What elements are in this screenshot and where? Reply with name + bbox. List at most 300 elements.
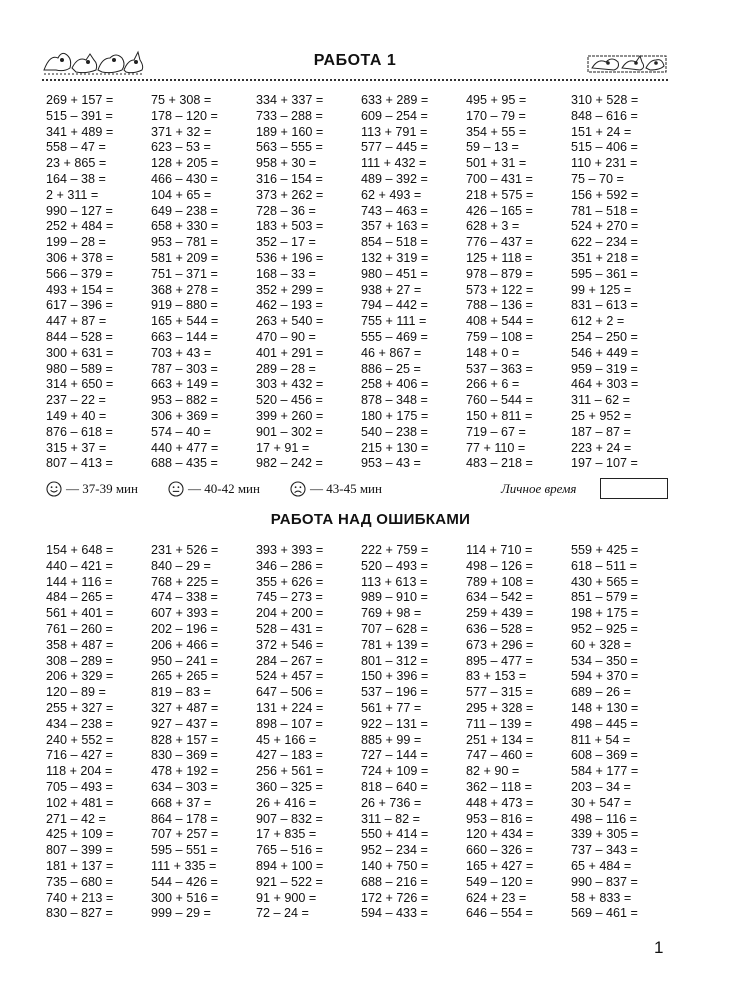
exercise-cell: 218 + 575 = <box>466 187 534 202</box>
exercise-cell: 728 – 36 = <box>256 203 316 218</box>
exercise-cell: 727 – 144 = <box>361 748 428 763</box>
exercise-cell: 474 – 338 = <box>151 590 218 605</box>
exercise-cell: 594 – 433 = <box>361 906 428 921</box>
exercise-cell: 258 + 406 = <box>361 377 429 392</box>
exercise-cell: 310 + 528 = <box>571 93 639 107</box>
exercise-cell: 577 – 445 = <box>361 140 428 155</box>
frowning-face-icon <box>290 481 306 497</box>
exercise-cell: 102 + 481 = <box>46 795 114 810</box>
exercise-cell: 113 + 791 = <box>361 124 428 139</box>
exercise-cell: 45 + 166 = <box>256 732 317 747</box>
exercise-cell: 203 – 34 = <box>571 779 631 794</box>
exercise-cell: 703 + 43 = <box>151 345 212 360</box>
exercise-cell: 371 + 32 = <box>151 124 212 139</box>
exercise-cell: 373 + 262 = <box>256 187 324 202</box>
exercise-cell: 131 + 224 = <box>256 700 324 715</box>
exercise-cell: 705 – 493 = <box>46 779 113 794</box>
exercise-cell: 577 – 315 = <box>466 685 533 700</box>
exercise-cell: 265 + 265 = <box>151 669 219 684</box>
exercise-cell: 864 – 178 = <box>151 811 218 826</box>
exercise-cell: 30 + 547 = <box>571 795 632 810</box>
exercise-cell: 520 – 493 = <box>361 558 428 573</box>
exercise-cell: 165 + 427 = <box>466 858 534 873</box>
page-title: РАБОТА 1 <box>313 52 397 69</box>
exercise-cell: 148 + 130 = <box>571 700 639 715</box>
exercise-cell: 830 – 827 = <box>46 906 113 921</box>
exercise-cell: 707 + 257 = <box>151 827 219 842</box>
exercise-cell: 628 + 3 = <box>466 219 520 234</box>
exercise-cell: 426 – 165 = <box>466 203 533 218</box>
exercise-cell: 550 + 414 = <box>361 827 429 842</box>
exercise-cell: 498 – 116 = <box>571 811 637 826</box>
exercise-cell: 959 – 319 = <box>571 361 638 376</box>
exercise-cell: 466 – 430 = <box>151 171 218 186</box>
exercise-cell: 658 + 330 = <box>151 219 219 234</box>
exercise-cell: 165 + 544 = <box>151 314 219 329</box>
exercise-cell: 759 – 108 = <box>466 329 533 344</box>
exercise-cell: 430 + 565 = <box>571 574 639 589</box>
exercise-cell: 609 – 254 = <box>361 108 428 123</box>
exercise-cell: 306 + 378 = <box>46 250 114 265</box>
timing-bad-label: — 43-45 мин <box>310 481 382 496</box>
exercise-cell: 831 – 613 = <box>571 298 638 313</box>
exercise-cell: 206 + 329 = <box>46 669 114 684</box>
exercise-cell: 573 + 122 = <box>466 282 534 297</box>
exercise-cell: 612 + 2 = <box>571 314 625 329</box>
exercise-cell: 760 – 544 = <box>466 393 533 408</box>
exercise-cell: 765 – 516 = <box>256 843 323 858</box>
exercise-cell: 751 – 371 = <box>151 266 218 281</box>
animals-decoration-right-icon <box>586 46 668 76</box>
exercise-cell: 120 + 434 = <box>466 827 534 842</box>
header-dotted-divider <box>42 79 668 81</box>
exercise-cell: 776 – 437 = <box>466 235 533 250</box>
exercise-cell: 569 – 461 = <box>571 906 638 921</box>
exercise-cell: 110 + 231 = <box>571 156 638 171</box>
exercise-cell: 818 – 640 = <box>361 779 428 794</box>
exercise-cell: 187 – 87 = <box>571 424 631 439</box>
exercise-cell: 334 + 337 = <box>256 93 324 107</box>
exercise-cell: 150 + 811 = <box>466 408 533 423</box>
exercise-cell: 498 – 445 = <box>571 716 638 731</box>
exercise-cell: 574 – 40 = <box>151 424 211 439</box>
exercise-cell: 623 – 53 = <box>151 140 211 155</box>
exercise-cell: 316 – 154 = <box>256 171 323 186</box>
exercise-cell: 440 + 477 = <box>151 440 219 455</box>
exercise-cell: 840 – 29 = <box>151 558 211 573</box>
exercise-cell: 980 – 589 = <box>46 361 113 376</box>
exercise-cell: 303 + 432 = <box>256 377 324 392</box>
exercise-cell: 958 + 30 = <box>256 156 317 171</box>
exercise-cell: 595 – 361 = <box>571 266 638 281</box>
page-header <box>42 40 668 80</box>
exercise-cell: 128 + 205 = <box>151 156 219 171</box>
work1-exercise-grid <box>46 93 676 472</box>
exercise-cell: 254 – 250 = <box>571 329 638 344</box>
exercise-cell: 660 – 326 = <box>466 843 533 858</box>
exercise-cell: 26 + 736 = <box>361 795 422 810</box>
exercise-cell: 989 – 910 = <box>361 590 428 605</box>
exercise-cell: 113 + 613 = <box>361 574 428 589</box>
exercise-cell: 668 + 37 = <box>151 795 212 810</box>
exercise-cell: 25 + 952 = <box>571 408 632 423</box>
exercise-cell: 368 + 278 = <box>151 282 219 297</box>
exercise-cell: 156 + 592 = <box>571 187 639 202</box>
exercise-cell: 922 – 131 = <box>361 716 428 731</box>
exercise-cell: 440 – 421 = <box>46 558 113 573</box>
exercise-cell: 140 + 750 = <box>361 858 429 873</box>
exercise-cell: 204 + 200 = <box>256 606 324 621</box>
exercise-cell: 549 – 120 = <box>466 874 533 889</box>
exercise-cell: 104 + 65 = <box>151 187 212 202</box>
exercise-cell: 151 + 24 = <box>571 124 632 139</box>
exercise-cell: 927 – 437 = <box>151 716 218 731</box>
exercise-cell: 358 + 487 = <box>46 637 114 652</box>
exercise-cell: 566 – 379 = <box>46 266 113 281</box>
work2-exercise-grid <box>46 543 676 922</box>
exercise-cell: 311 – 62 = <box>571 393 630 408</box>
exercise-cell: 125 + 118 = <box>466 250 533 265</box>
exercise-cell: 647 – 506 = <box>256 685 323 700</box>
exercise-cell: 251 + 134 = <box>466 732 534 747</box>
exercise-cell: 848 – 616 = <box>571 108 638 123</box>
exercise-cell: 801 – 312 = <box>361 653 428 668</box>
exercise-cell: 745 – 273 = <box>256 590 323 605</box>
exercise-cell: 495 + 95 = <box>466 93 527 107</box>
exercise-cell: 118 + 204 = <box>46 764 113 779</box>
exercise-cell: 515 – 391 = <box>46 108 113 123</box>
exercise-cell: 199 – 28 = <box>46 235 106 250</box>
exercise-cell: 999 – 29 = <box>151 906 211 921</box>
exercise-cell: 99 + 125 = <box>571 282 632 297</box>
exercise-cell: 308 – 289 = <box>46 653 113 668</box>
exercise-cell: 649 – 238 = <box>151 203 218 218</box>
exercise-cell: 617 – 396 = <box>46 298 113 313</box>
exercise-cell: 520 – 456 = <box>256 393 323 408</box>
exercise-cell: 180 + 175 = <box>361 408 429 423</box>
exercise-cell: 854 – 518 = <box>361 235 428 250</box>
exercise-cell: 761 – 260 = <box>46 621 113 636</box>
exercise-cell: 634 – 303 = <box>151 779 218 794</box>
exercise-cell: 311 – 82 = <box>361 811 420 826</box>
exercise-cell: 608 – 369 = <box>571 748 638 763</box>
exercise-cell: 787 – 303 = <box>151 361 218 376</box>
exercise-cell: 950 – 241 = <box>151 653 218 668</box>
exercise-cell: 315 + 37 = <box>46 440 107 455</box>
exercise-cell: 768 + 225 = <box>151 574 219 589</box>
exercise-cell: 170 – 79 = <box>466 108 526 123</box>
exercise-cell: 844 – 528 = <box>46 329 113 344</box>
exercise-cell: 769 + 98 = <box>361 606 422 621</box>
exercise-cell: 980 – 451 = <box>361 266 428 281</box>
exercise-cell: 223 + 24 = <box>571 440 632 455</box>
exercise-cell: 284 – 267 = <box>256 653 323 668</box>
exercise-cell: 595 – 551 = <box>151 843 218 858</box>
exercise-cell: 624 + 23 = <box>466 890 527 905</box>
exercise-cell: 876 – 618 = <box>46 424 113 439</box>
exercise-cell: 952 – 234 = <box>361 843 428 858</box>
exercise-cell: 673 + 296 = <box>466 637 534 652</box>
exercise-cell: 144 + 116 = <box>46 574 113 589</box>
exercise-cell: 755 + 111 = <box>361 314 427 329</box>
exercise-cell: 537 – 363 = <box>466 361 533 376</box>
exercise-cell: 781 + 139 = <box>361 637 429 652</box>
exercise-cell: 202 – 196 = <box>151 621 218 636</box>
exercise-cell: 898 – 107 = <box>256 716 323 731</box>
exercise-cell: 719 – 67 = <box>466 424 526 439</box>
exercise-cell: 91 + 900 = <box>256 890 317 905</box>
exercise-cell: 271 – 42 = <box>46 811 106 826</box>
exercise-cell: 901 – 302 = <box>256 424 323 439</box>
exercise-cell: 266 + 6 = <box>466 377 520 392</box>
exercise-cell: 178 – 120 = <box>151 108 218 123</box>
exercise-cell: 83 + 153 = <box>466 669 527 684</box>
errors-section-title: РАБОТА НАД ОШИБКАМИ <box>270 511 471 528</box>
exercise-cell: 789 + 108 = <box>466 574 534 589</box>
timing-neutral <box>168 481 260 497</box>
exercise-cell: 401 + 291 = <box>256 345 324 360</box>
exercise-cell: 990 – 837 = <box>571 874 638 889</box>
exercise-cell: 447 + 87 = <box>46 314 107 329</box>
exercise-cell: 464 + 303 = <box>571 377 639 392</box>
exercise-cell: 501 + 31 = <box>466 156 527 171</box>
exercise-cell: 819 – 83 = <box>151 685 211 700</box>
exercise-cell: 237 – 22 = <box>46 393 106 408</box>
exercise-cell: 781 – 518 = <box>571 203 638 218</box>
exercise-cell: 907 – 832 = <box>256 811 323 826</box>
exercise-cell: 352 + 299 = <box>256 282 324 297</box>
exercise-cell: 953 – 882 = <box>151 393 218 408</box>
exercise-cell: 618 – 511 = <box>571 558 637 573</box>
exercise-cell: 851 – 579 = <box>571 590 638 605</box>
personal-time-box[interactable] <box>600 478 668 499</box>
exercise-cell: 362 – 118 = <box>466 779 532 794</box>
exercise-cell: 82 + 90 = <box>466 764 520 779</box>
exercise-cell: 524 + 270 = <box>571 219 639 234</box>
exercise-cell: 111 + 335 = <box>151 858 217 873</box>
exercise-cell: 558 – 47 = <box>46 140 106 155</box>
exercise-cell: 700 – 431 = <box>466 171 533 186</box>
exercise-cell: 707 – 628 = <box>361 621 428 636</box>
exercise-cell: 953 – 816 = <box>466 811 533 826</box>
exercise-cell: 111 + 432 = <box>361 156 427 171</box>
exercise-cell: 584 + 177 = <box>571 764 639 779</box>
exercise-cell: 408 + 544 = <box>466 314 534 329</box>
exercise-cell: 393 + 393 = <box>256 543 324 557</box>
exercise-cell: 269 + 157 = <box>46 93 114 107</box>
exercise-cell: 448 + 473 = <box>466 795 534 810</box>
exercise-cell: 689 – 26 = <box>571 685 631 700</box>
exercise-cell: 240 + 552 = <box>46 732 114 747</box>
timing-good-label: — 37-39 мин <box>66 481 138 496</box>
exercise-cell: 58 + 833 = <box>571 890 632 905</box>
exercise-cell: 953 – 781 = <box>151 235 218 250</box>
exercise-cell: 607 + 393 = <box>151 606 219 621</box>
timing-bad <box>290 481 382 497</box>
timing-legend <box>46 478 676 502</box>
exercise-cell: 425 + 109 = <box>46 827 114 842</box>
exercise-cell: 355 + 626 = <box>256 574 324 589</box>
exercise-cell: 354 + 55 = <box>466 124 527 139</box>
exercise-cell: 894 + 100 = <box>256 858 324 873</box>
exercise-cell: 688 – 435 = <box>151 456 218 471</box>
exercise-cell: 952 – 925 = <box>571 621 638 636</box>
exercise-cell: 198 + 175 = <box>571 606 639 621</box>
exercise-cell: 788 – 136 = <box>466 298 533 313</box>
exercise-cell: 2 + 311 = <box>46 187 99 202</box>
exercise-cell: 559 + 425 = <box>571 543 639 557</box>
exercise-cell: 17 + 835 = <box>256 827 317 842</box>
timing-good <box>46 481 138 497</box>
exercise-cell: 537 – 196 = <box>361 685 428 700</box>
exercise-cell: 546 + 449 = <box>571 345 639 360</box>
exercise-cell: 483 – 218 = <box>466 456 533 471</box>
exercise-cell: 534 – 350 = <box>571 653 638 668</box>
exercise-cell: 581 + 209 = <box>151 250 219 265</box>
exercise-cell: 352 – 17 = <box>256 235 316 250</box>
exercise-cell: 327 + 487 = <box>151 700 219 715</box>
exercise-cell: 622 – 234 = <box>571 235 638 250</box>
exercise-cell: 663 – 144 = <box>151 329 218 344</box>
exercise-cell: 339 + 305 = <box>571 827 639 842</box>
exercise-cell: 357 + 163 = <box>361 219 429 234</box>
exercise-cell: 886 – 25 = <box>361 361 421 376</box>
exercise-cell: 921 – 522 = <box>256 874 323 889</box>
exercise-cell: 470 – 90 = <box>256 329 316 344</box>
exercise-cell: 633 + 289 = <box>361 93 429 107</box>
page-number: 1 <box>654 938 664 957</box>
exercise-cell: 735 – 680 = <box>46 874 113 889</box>
exercise-cell: 360 – 325 = <box>256 779 323 794</box>
exercise-cell: 498 – 126 = <box>466 558 533 573</box>
exercise-cell: 23 + 865 = <box>46 156 107 171</box>
exercise-cell: 17 + 91 = <box>256 440 310 455</box>
exercise-cell: 828 + 157 = <box>151 732 219 747</box>
exercise-cell: 895 – 477 = <box>466 653 533 668</box>
exercise-cell: 885 + 99 = <box>361 732 422 747</box>
exercise-cell: 561 + 401 = <box>46 606 114 621</box>
exercise-cell: 878 – 348 = <box>361 393 428 408</box>
exercise-cell: 743 – 463 = <box>361 203 428 218</box>
exercise-cell: 149 + 40 = <box>46 408 107 423</box>
exercise-cell: 938 + 27 = <box>361 282 422 297</box>
exercise-cell: 953 – 43 = <box>361 456 421 471</box>
exercise-cell: 346 – 286 = <box>256 558 323 573</box>
exercise-cell: 646 – 554 = <box>466 906 533 921</box>
exercise-cell: 737 – 343 = <box>571 843 638 858</box>
exercise-cell: 716 – 427 = <box>46 748 113 763</box>
exercise-cell: 982 – 242 = <box>256 456 323 471</box>
exercise-cell: 255 + 327 = <box>46 700 114 715</box>
exercise-cell: 399 + 260 = <box>256 408 324 423</box>
exercise-cell: 306 + 369 = <box>151 408 219 423</box>
exercise-cell: 427 – 183 = <box>256 748 323 763</box>
exercise-cell: 747 – 460 = <box>466 748 533 763</box>
exercise-cell: 990 – 127 = <box>46 203 113 218</box>
exercise-cell: 222 + 759 = <box>361 543 429 557</box>
personal-time-label: Личное время <box>501 481 577 496</box>
exercise-cell: 150 + 396 = <box>361 669 429 684</box>
exercise-cell: 740 + 213 = <box>46 890 114 905</box>
exercise-cell: 65 + 484 = <box>571 858 632 873</box>
exercise-cell: 60 + 328 = <box>571 637 632 652</box>
exercise-cell: 289 – 28 = <box>256 361 316 376</box>
smiling-face-icon <box>46 481 62 497</box>
exercise-cell: 172 + 726 = <box>361 890 429 905</box>
exercise-cell: 663 + 149 = <box>151 377 219 392</box>
exercise-cell: 807 – 413 = <box>46 456 113 471</box>
exercise-cell: 148 + 0 = <box>466 345 520 360</box>
exercise-cell: 206 + 466 = <box>151 637 219 652</box>
exercise-cell: 711 – 139 = <box>466 716 532 731</box>
exercise-cell: 77 + 110 = <box>466 440 526 455</box>
neutral-face-icon <box>168 481 184 497</box>
exercise-cell: 807 – 399 = <box>46 843 113 858</box>
exercise-cell: 114 + 710 = <box>466 543 533 557</box>
exercise-cell: 164 – 38 = <box>46 171 106 186</box>
exercise-cell: 724 + 109 = <box>361 764 429 779</box>
exercise-cell: 351 + 218 = <box>571 250 639 265</box>
exercise-cell: 26 + 416 = <box>256 795 317 810</box>
exercise-cell: 252 + 484 = <box>46 219 114 234</box>
exercise-cell: 372 + 546 = <box>256 637 324 652</box>
exercise-cell: 733 – 288 = <box>256 108 323 123</box>
exercise-cell: 794 – 442 = <box>361 298 428 313</box>
exercise-cell: 811 + 54 = <box>571 732 631 747</box>
exercise-cell: 259 + 439 = <box>466 606 534 621</box>
exercise-cell: 154 + 648 = <box>46 543 114 557</box>
exercise-cell: 75 + 308 = <box>151 93 212 107</box>
exercise-cell: 215 + 130 = <box>361 440 429 455</box>
exercise-cell: 636 – 528 = <box>466 621 533 636</box>
exercise-cell: 919 – 880 = <box>151 298 218 313</box>
exercise-cell: 341 + 489 = <box>46 124 114 139</box>
timing-neutral-label: — 40-42 мин <box>188 481 260 496</box>
exercise-cell: 462 – 193 = <box>256 298 323 313</box>
exercise-cell: 62 + 493 = <box>361 187 422 202</box>
exercise-cell: 263 + 540 = <box>256 314 324 329</box>
exercise-cell: 434 – 238 = <box>46 716 113 731</box>
exercise-cell: 555 – 469 = <box>361 329 428 344</box>
exercise-cell: 563 – 555 = <box>256 140 323 155</box>
exercise-cell: 300 + 516 = <box>151 890 219 905</box>
exercise-cell: 189 + 160 = <box>256 124 324 139</box>
exercise-cell: 478 + 192 = <box>151 764 219 779</box>
exercise-cell: 314 + 650 = <box>46 377 114 392</box>
exercise-cell: 181 + 137 = <box>46 858 114 873</box>
exercise-cell: 634 – 542 = <box>466 590 533 605</box>
exercise-cell: 295 + 328 = <box>466 700 534 715</box>
exercise-cell: 168 – 33 = <box>256 266 316 281</box>
exercise-cell: 183 + 503 = <box>256 219 324 234</box>
exercise-cell: 75 – 70 = <box>571 171 624 186</box>
exercise-cell: 536 + 196 = <box>256 250 324 265</box>
exercise-cell: 524 + 457 = <box>256 669 324 684</box>
exercise-cell: 59 – 13 = <box>466 140 519 155</box>
exercise-cell: 197 – 107 = <box>571 456 638 471</box>
exercise-cell: 256 + 561 = <box>256 764 324 779</box>
exercise-cell: 830 – 369 = <box>151 748 218 763</box>
exercise-cell: 544 – 426 = <box>151 874 218 889</box>
exercise-cell: 489 – 392 = <box>361 171 428 186</box>
exercise-cell: 72 – 24 = <box>256 906 309 921</box>
exercise-cell: 515 – 406 = <box>571 140 638 155</box>
exercise-cell: 540 – 238 = <box>361 424 428 439</box>
exercise-cell: 978 – 879 = <box>466 266 533 281</box>
exercise-cell: 300 + 631 = <box>46 345 114 360</box>
exercise-cell: 528 – 431 = <box>256 621 323 636</box>
exercise-cell: 561 + 77 = <box>361 700 422 715</box>
